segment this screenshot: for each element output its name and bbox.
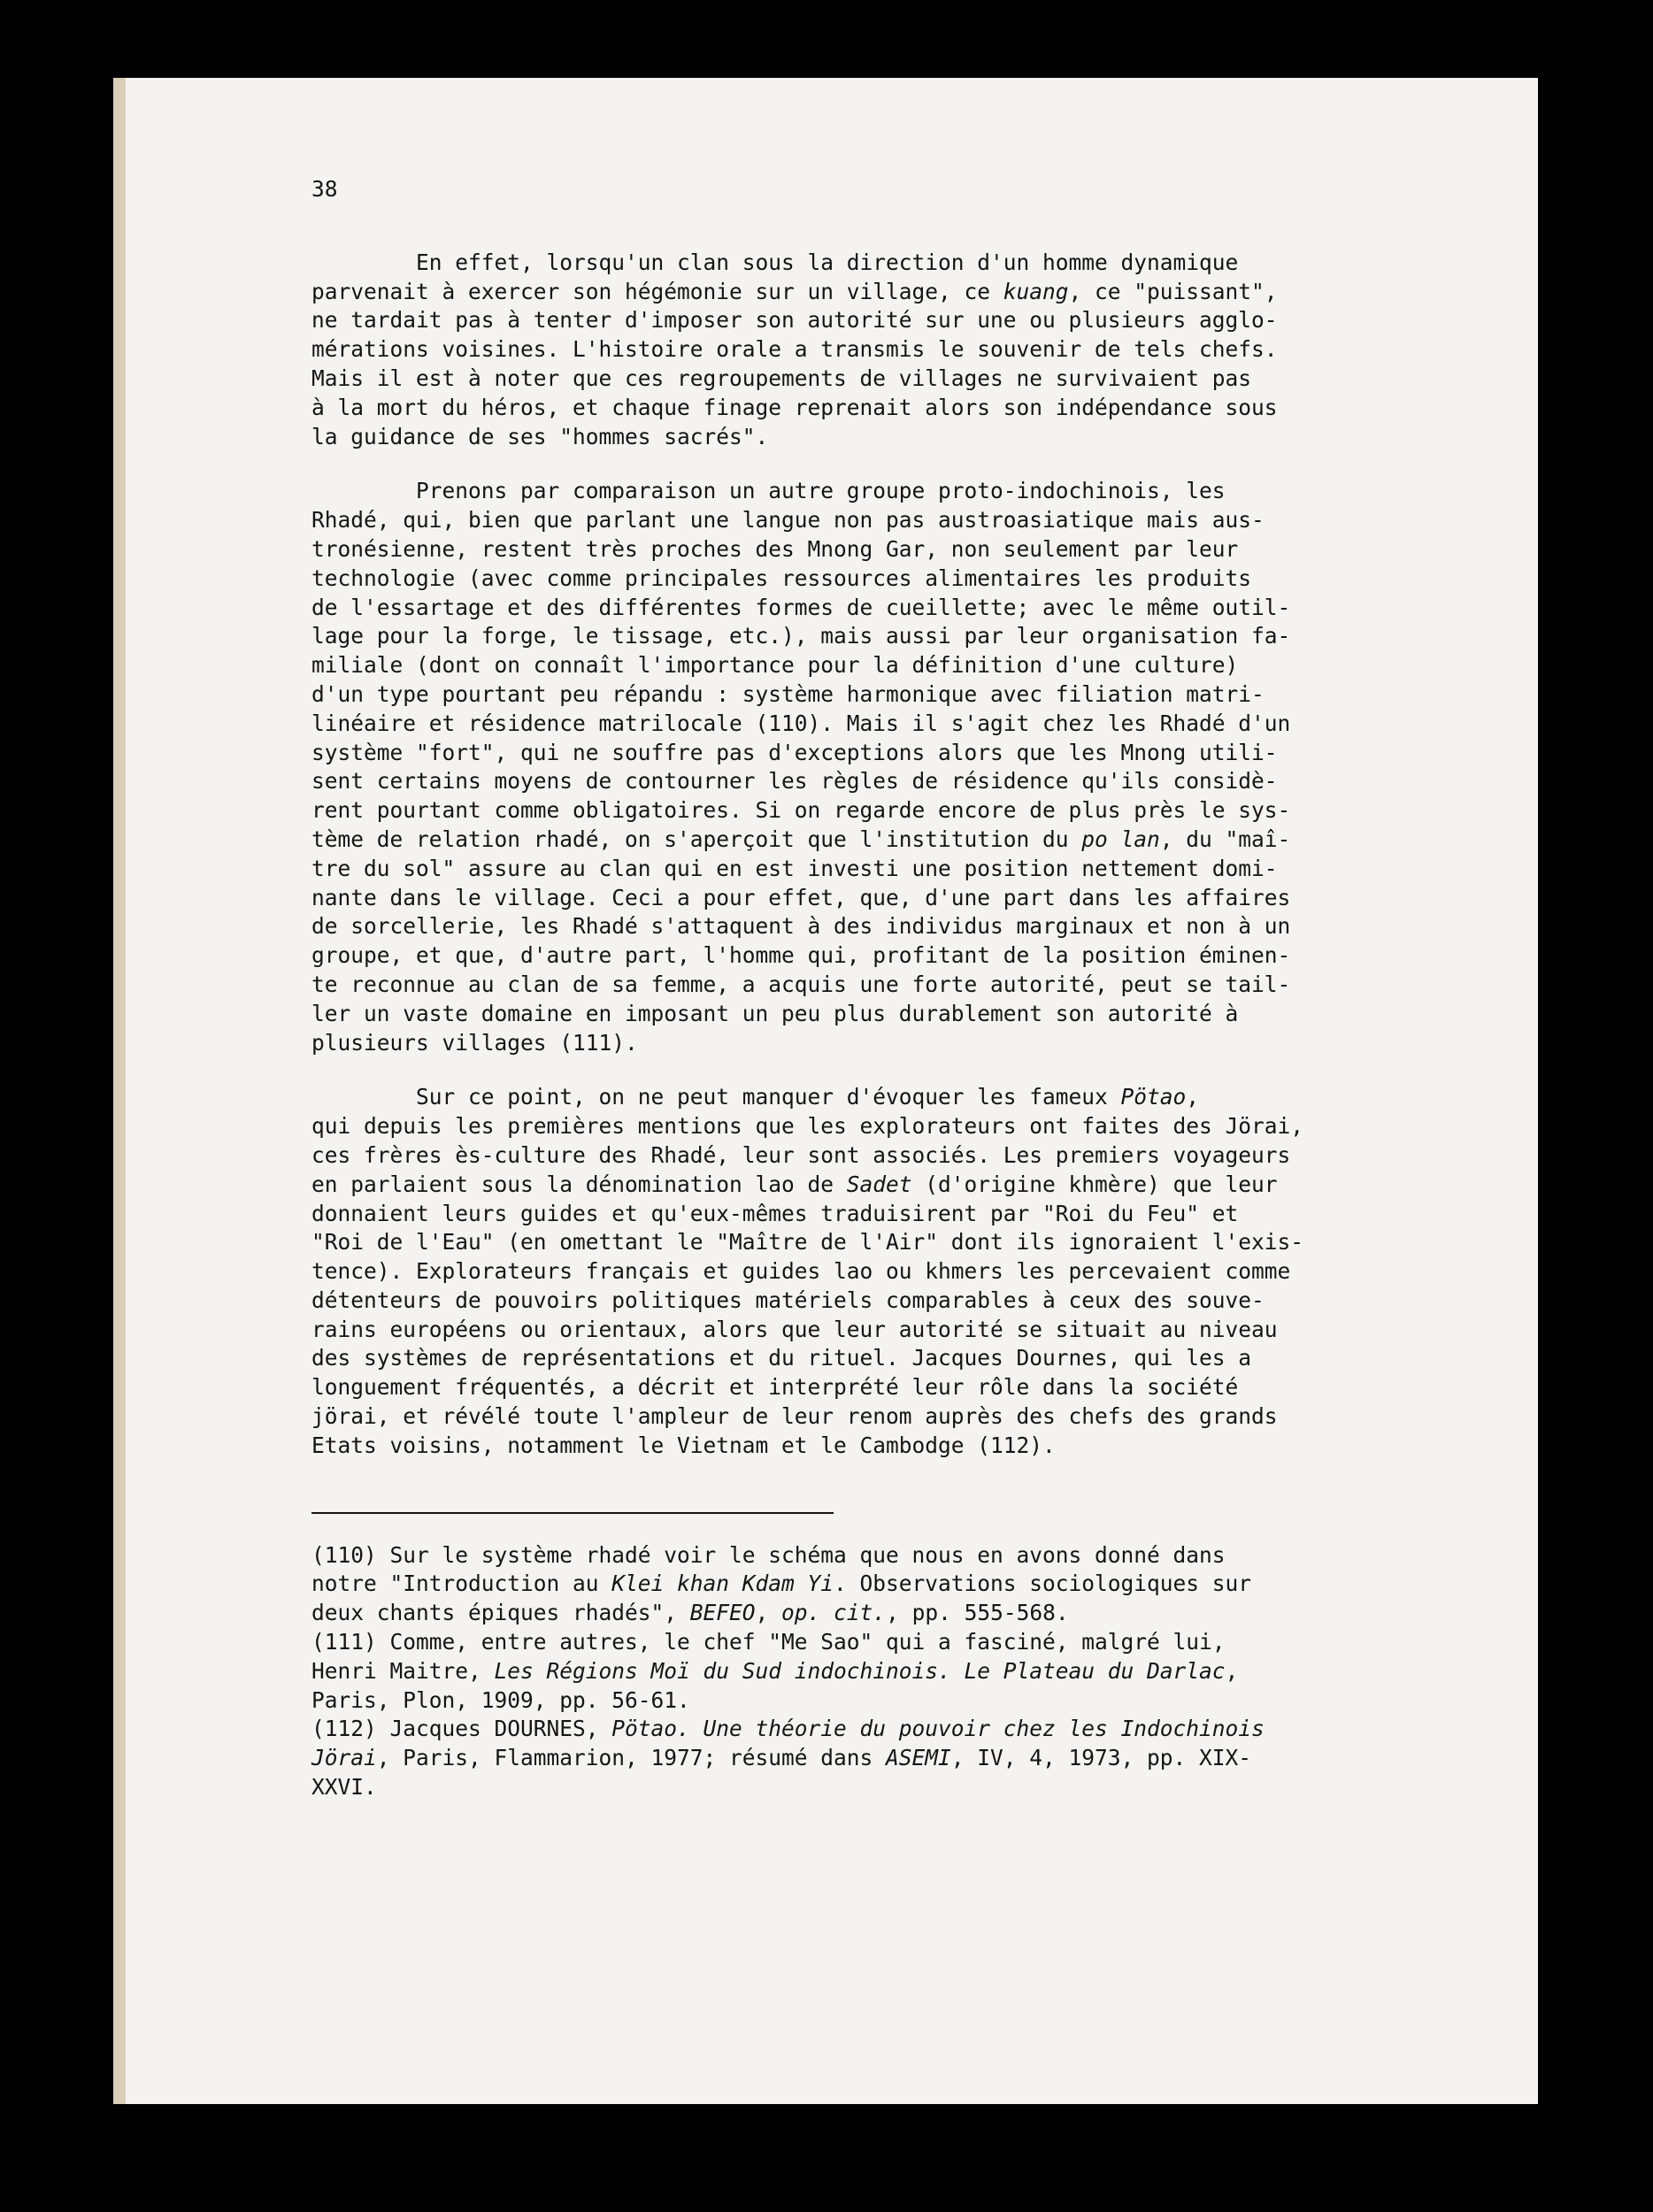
text-line: de l'essartage et des différentes formes de cueillette; avec le même outil- <box>311 594 1291 620</box>
text-line: la guidance de ses "hommes sacrés". <box>311 423 769 449</box>
text-line: ces frères ès-culture des Rhadé, leur sont associés. Les premiers voyageurs <box>311 1141 1291 1168</box>
text-line: nante dans le village. Ceci a pour effet, que, d'une part dans les affaires <box>311 884 1291 910</box>
document-page <box>113 78 1538 2104</box>
page-number: 38 <box>311 176 338 202</box>
text-line: linéaire et résidence matrilocale (110). Mais il s'agit chez les Rhadé d'un <box>311 710 1291 736</box>
text-line: qui depuis les premières mentions que les explorateurs ont faites des Jörai, <box>311 1113 1304 1140</box>
text-line: de sorcellerie, les Rhadé s'attaquent à des individus marginaux et non à un <box>311 913 1291 940</box>
paragraph-1 <box>311 249 1382 452</box>
text-line: donnaient leurs guides et qu'eux-mêmes traduisirent par "Roi du Feu" et <box>311 1200 1239 1226</box>
text-line: tème de relation rhadé, on s'aperçoit que l'institution du po lan, du "maî- <box>311 826 1291 852</box>
paragraph-2 <box>311 477 1382 1057</box>
text-line: longuement fréquentés, a décrit et interprété leur rôle dans la société <box>311 1374 1239 1401</box>
text-line: d'un type pourtant peu répandu : système harmonique avec filiation matri- <box>311 680 1265 707</box>
text-line: parvenait à exercer son hégémonie sur un village, ce kuang, ce "puissant", <box>311 278 1278 304</box>
footnote-separator <box>311 1512 834 1514</box>
text-line: Prenons par comparaison un autre groupe proto-indochinois, les <box>311 478 1226 504</box>
text-line: Mais il est à noter que ces regroupements de villages ne survivaient pas <box>311 365 1252 391</box>
footnote-line: (111) Comme, entre autres, le chef "Me Sao" qui a fasciné, malgré lui, <box>311 1629 1226 1655</box>
text-line: des systèmes de représentations et du rituel. Jacques Dournes, qui les a <box>311 1345 1252 1371</box>
text-line: ne tardait pas à tenter d'imposer son autorité sur une ou plusieurs agglo- <box>311 307 1278 334</box>
text-line: système "fort", qui ne souffre pas d'exceptions alors que les Mnong utili- <box>311 739 1278 765</box>
text-line: Sur ce point, on ne peut manquer d'évoquer les fameux Pötao, <box>311 1084 1200 1110</box>
text-line: ler un vaste domaine en imposant un peu plus durablement son autorité à <box>311 1000 1239 1026</box>
text-line: en parlaient sous la dénomination lao de Sadet (d'origine khmère) que leur <box>311 1171 1278 1197</box>
text-line: Etats voisins, notamment le Vietnam et le Cambodge (112). <box>311 1432 1056 1458</box>
paragraph-3 <box>311 1083 1382 1460</box>
text-line: rent pourtant comme obligatoires. Si on regarde encore de plus près le sys- <box>311 797 1291 824</box>
text-line: rains européens ou orientaux, alors que leur autorité se situait au niveau <box>311 1316 1278 1342</box>
footnotes <box>311 1541 1382 1802</box>
text-line: détenteurs de pouvoirs politiques matériels comparables à ceux des souve- <box>311 1286 1265 1313</box>
text-line: groupe, et que, d'autre part, l'homme qui, profitant de la position éminen- <box>311 942 1291 969</box>
text-line: lage pour la forge, le tissage, etc.), mais aussi par leur organisation fa- <box>311 623 1291 649</box>
text-line: En effet, lorsqu'un clan sous la direction d'un homme dynamique <box>311 249 1239 275</box>
text-line: miliale (dont on connaît l'importance pour la définition d'une culture) <box>311 652 1239 679</box>
footnote-line: Paris, Plon, 1909, pp. 56-61. <box>311 1686 690 1713</box>
page-text <box>311 175 1382 1802</box>
footnote-line: Jörai, Paris, Flammarion, 1977; résumé dans ASEMI, IV, 4, 1973, pp. XIX- <box>311 1745 1252 1771</box>
text-line: Rhadé, qui, bien que parlant une langue non pas austroasiatique mais aus- <box>311 507 1265 534</box>
text-line: tronésienne, restent très proches des Mnong Gar, non seulement par leur <box>311 535 1239 562</box>
footnote-line: XXVI. <box>311 1774 377 1801</box>
text-line: à la mort du héros, et chaque finage reprenait alors son indépendance sous <box>311 394 1278 420</box>
text-line: mérations voisines. L'histoire orale a transmis le souvenir de tels chefs. <box>311 336 1278 363</box>
footnote-line: (112) Jacques DOURNES, Pötao. Une théorie du pouvoir chez les Indochinois <box>311 1716 1265 1742</box>
text-line: tre du sol" assure au clan qui en est investi une position nettement domi- <box>311 855 1278 881</box>
text-line: te reconnue au clan de sa femme, a acquis une forte autorité, peut se tail- <box>311 971 1291 997</box>
text-line: tence). Explorateurs français et guides lao ou khmers les percevaient comme <box>311 1258 1291 1285</box>
text-line: plusieurs villages (111). <box>311 1029 638 1056</box>
footnote-line: Henri Maitre, Les Régions Moï du Sud indochinois. Le Plateau du Darlac, <box>311 1657 1239 1684</box>
text-line: technologie (avec comme principales ressources alimentaires les produits <box>311 565 1252 591</box>
footnote-line: notre "Introduction au Klei khan Kdam Yi. Observations sociologiques sur <box>311 1571 1252 1597</box>
footnote-line: deux chants épiques rhadés", BEFEO, op. cit., pp. 555-568. <box>311 1600 1069 1626</box>
text-line: "Roi de l'Eau" (en omettant le "Maître de l'Air" dont ils ignoraient l'exis- <box>311 1229 1304 1256</box>
text-line: sent certains moyens de contourner les règles de résidence qu'ils considè- <box>311 768 1278 795</box>
text-line: jörai, et révélé toute l'ampleur de leur renom auprès des chefs des grands <box>311 1403 1278 1430</box>
footnote-line: (110) Sur le système rhadé voir le schéma que nous en avons donné dans <box>311 1541 1226 1568</box>
